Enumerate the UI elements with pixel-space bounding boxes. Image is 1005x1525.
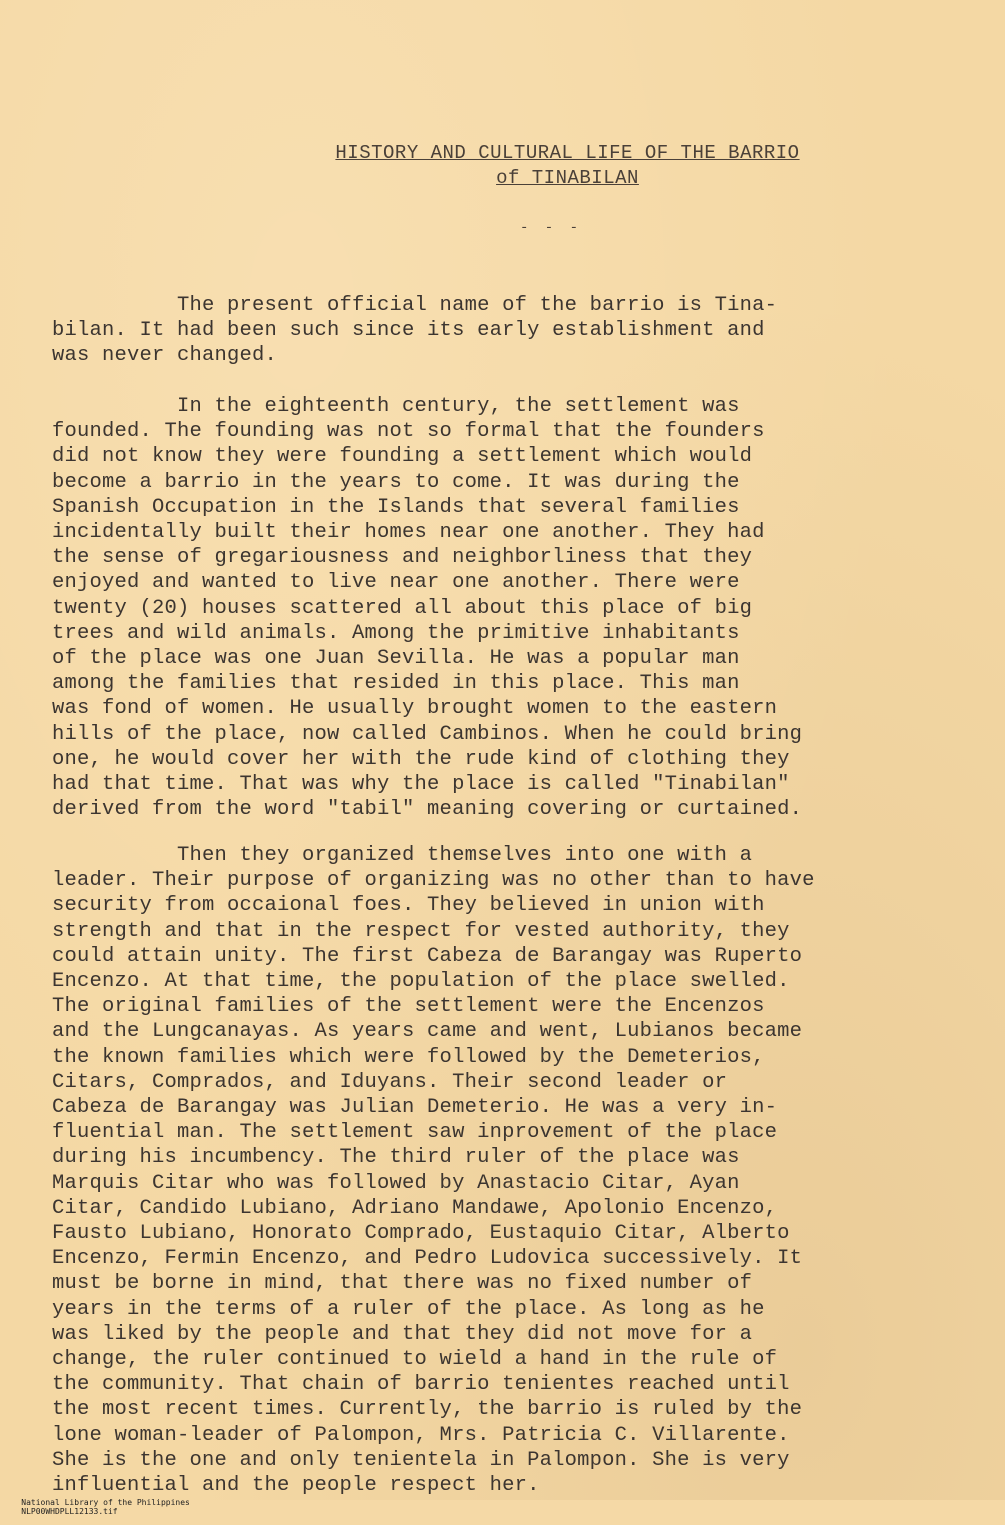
text-line: strength and that in the respect for vested authority, they <box>52 919 790 943</box>
text-line: the most recent times. Currently, the barrio is ruled by the <box>52 1398 803 1422</box>
scan-footer <box>2 1489 208 1525</box>
text-line: Citar, Candido Lubiano, Adriano Mandawe, Apolonio Encenzo, <box>52 1196 778 1220</box>
text-line: was fond of women. He usually brought women to the eastern <box>52 697 778 721</box>
text-line: lone woman-leader of Palompon, Mrs. Patricia C. Villarente. <box>52 1423 790 1447</box>
text-line: was never changed. <box>52 344 278 368</box>
text-line: twenty (20) houses scattered all about this place of big <box>52 596 753 620</box>
text-line: during his incumbency. The third ruler of the place was <box>52 1146 740 1170</box>
text-line: of the place was one Juan Sevilla. He was a popular man <box>52 647 740 671</box>
text-line: Encenzo, Fermin Encenzo, and Pedro Ludovica successively. It <box>52 1247 803 1271</box>
text-line: trees and wild animals. Among the primitive inhabitants <box>52 621 740 645</box>
text-line: did not know they were founding a settlement which would <box>52 445 753 469</box>
text-line: Cabeza de Barangay was Julian Demeterio. He was a very in- <box>52 1096 778 1120</box>
text-line: leader. Their purpose of organizing was no other than to have <box>52 869 815 893</box>
text-line: one, he would cover her with the rude kind of clothing they <box>52 747 790 771</box>
text-line: influential and the people respect her. <box>52 1474 540 1498</box>
text-line: The original families of the settlement were the Encenzos <box>52 995 765 1019</box>
text-line: Encenzo. At that time, the population of the place swelled. <box>52 970 790 994</box>
text-line: and the Lungcanayas. As years came and went, Lubianos became <box>52 1020 803 1044</box>
text-line: was liked by the people and that they did not move for a <box>52 1322 753 1346</box>
paragraph-1 <box>52 293 962 369</box>
text-line: Then they organized themselves into one with a <box>52 844 753 867</box>
text-line: among the families that resided in this place. This man <box>52 672 740 696</box>
text-line: founded. The founding was not so formal that the founders <box>52 420 765 444</box>
title-line-1: HISTORY AND CULTURAL LIFE OF THE BARRIO <box>335 142 800 164</box>
paragraph-2 <box>52 394 962 822</box>
text-line: Marquis Citar who was followed by Anastacio Citar, Ayan <box>52 1171 740 1195</box>
text-line: The present official name of the barrio is Tina- <box>52 294 778 317</box>
paragraph-3 <box>52 843 962 1498</box>
text-line: bilan. It had been such since its early establishment and <box>52 319 765 343</box>
text-line: Citars, Comprados, and Iduyans. Their second leader or <box>52 1070 728 1094</box>
text-line: years in the terms of a ruler of the place. As long as he <box>52 1297 765 1321</box>
text-line: the known families which were followed by the Demeterios, <box>52 1045 765 1069</box>
text-line: incidentally built their homes near one another. They had <box>52 521 765 545</box>
title-line-2: of TINABILAN <box>496 167 639 189</box>
text-line: must be borne in mind, that there was no fixed number of <box>52 1272 753 1296</box>
text-line: enjoyed and wanted to live near one another. There were <box>52 571 740 595</box>
file-id: NLP00WHDPLL12133.tif <box>21 1507 118 1516</box>
document-subtitle <box>0 167 1005 189</box>
separator: - - - <box>520 220 583 236</box>
library-credit: National Library of the Philippines <box>21 1498 190 1507</box>
text-line: She is the one and only tenientela in Palompon. She is very <box>52 1448 790 1472</box>
text-line: hills of the place, now called Cambinos. When he could bring <box>52 722 803 746</box>
document-title <box>0 142 1005 164</box>
text-line: change, the ruler continued to wield a hand in the rule of <box>52 1348 778 1372</box>
text-line: the sense of gregariousness and neighborliness that they <box>52 546 753 570</box>
text-line: Spanish Occupation in the Islands that several families <box>52 495 740 519</box>
text-line: Fausto Lubiano, Honorato Comprado, Eustaquio Citar, Alberto <box>52 1222 790 1246</box>
text-line: had that time. That was why the place is called "Tinabilan" <box>52 773 790 797</box>
text-line: fluential man. The settlement saw inprovement of the place <box>52 1121 778 1145</box>
text-line: could attain unity. The first Cabeza de Barangay was Ruperto <box>52 944 803 968</box>
text-line: derived from the word "tabil" meaning covering or curtained. <box>52 798 803 822</box>
text-line: the community. That chain of barrio tenientes reached until <box>52 1373 790 1397</box>
text-line: become a barrio in the years to come. It was during the <box>52 470 740 494</box>
text-line: In the eighteenth century, the settlement was <box>52 395 740 418</box>
text-line: security from occaional foes. They believed in union with <box>52 894 765 918</box>
